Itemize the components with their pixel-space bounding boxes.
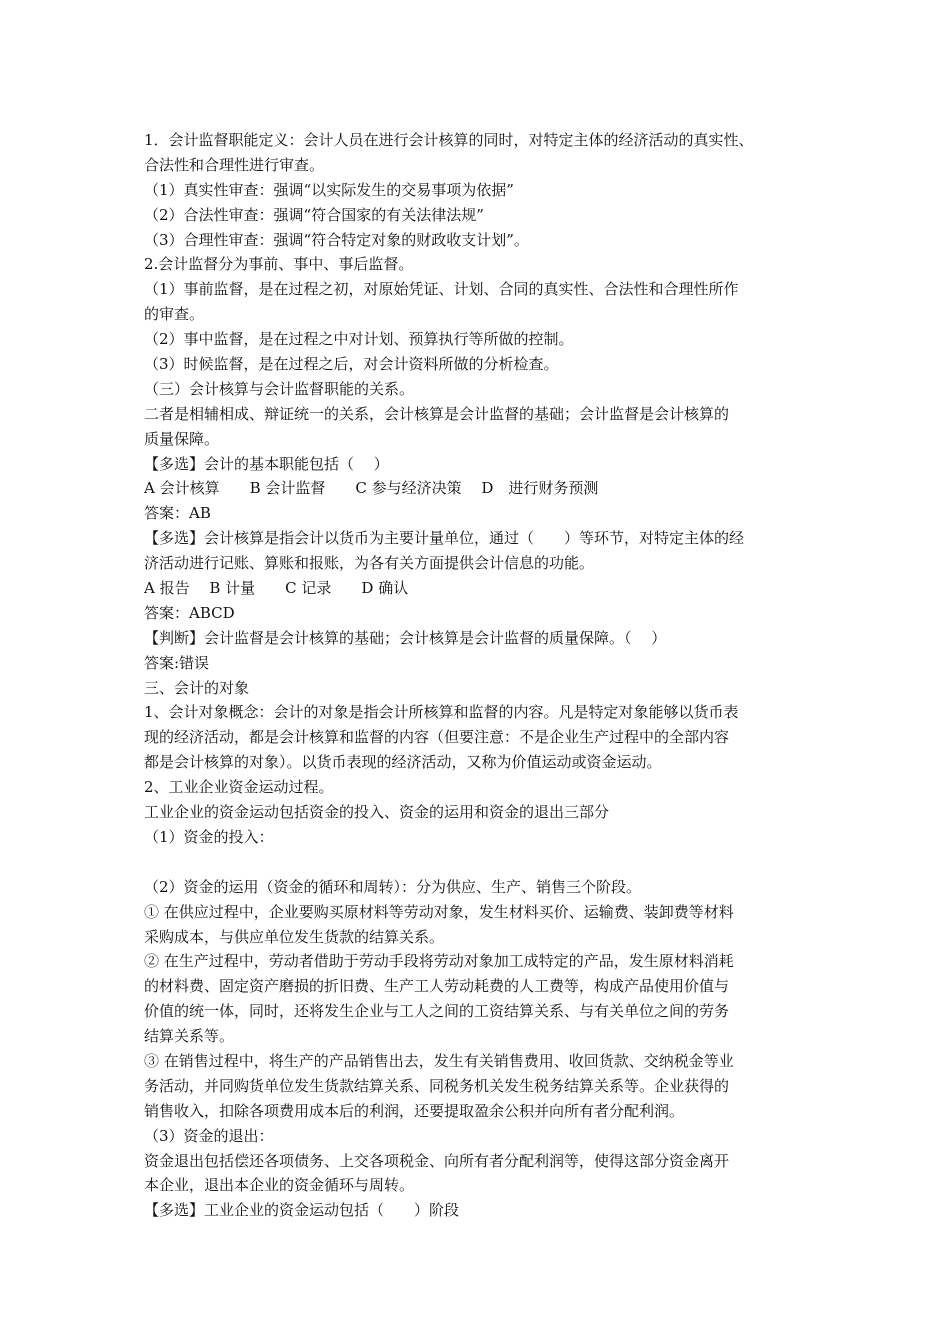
text-line: （1）事前监督，是在过程之初，对原始凭证、计划、合同的真实性、合法性和合理性所作 bbox=[144, 280, 739, 299]
text-line: 三、会计的对象 bbox=[144, 678, 250, 697]
text-line: （3）资金的退出： bbox=[144, 1126, 274, 1145]
text-line: 现的经济活动，都是会计核算和监督的内容（但要注意：不是企业生产过程中的全部内容 bbox=[144, 728, 730, 747]
document-page bbox=[144, 128, 812, 1223]
text-line: 资金退出包括偿还各项债务、上交各项税金、向所有者分配利润等，使得这部分资金离开 bbox=[144, 1151, 730, 1170]
text-line: 济活动进行记账、算账和报账，为各有关方面提供会计信息的功能。 bbox=[144, 554, 595, 573]
text-line: 【多选】会计的基本职能包括（ ） bbox=[144, 454, 389, 473]
text-line: 答案:错误 bbox=[144, 653, 210, 672]
text-line: 答案：AB bbox=[144, 504, 211, 523]
text-line: A 报告 B 计量 C 记录 D 确认 bbox=[144, 579, 409, 598]
text-line: A 会计核算 B 会计监督 C 参与经济决策 D 进行财务预测 bbox=[144, 479, 599, 498]
text-line: （2）事中监督，是在过程之中对计划、预算执行等所做的控制。 bbox=[144, 330, 574, 349]
text-line: 【判断】会计监督是会计核算的基础；会计核算是会计监督的质量保障。（ ） bbox=[144, 628, 667, 647]
text-line: 合法性和合理性进行审查。 bbox=[144, 155, 325, 174]
text-line: ② 在生产过程中，劳动者借助于劳动手段将劳动对象加工成特定的产品，发生原材料消耗 bbox=[144, 952, 734, 971]
text-line: 结算关系等。 bbox=[144, 1027, 235, 1046]
text-line: ③ 在销售过程中，将生产的产品销售出去，发生有关销售费用、收回货款、交纳税金等业 bbox=[144, 1051, 734, 1070]
text-line: 的材料费、固定资产磨损的折旧费、生产工人劳动耗费的人工费等，构成产品使用价值与 bbox=[144, 977, 730, 996]
text-line: （1）真实性审查：强调“以实际发生的交易事项为依据” bbox=[144, 180, 514, 199]
text-line: 答案：ABCD bbox=[144, 603, 235, 622]
text-line: 销售收入，扣除各项费用成本后的利润，还要提取盈余公积并向所有者分配利润。 bbox=[144, 1101, 685, 1120]
text-line: 工业企业的资金运动包括资金的投入、资金的运用和资金的退出三部分 bbox=[144, 803, 610, 822]
text-line: 1．会计监督职能定义：会计人员在进行会计核算的同时，对特定主体的经济活动的真实性、 bbox=[144, 131, 754, 149]
text-line: （2）资金的运用（资金的循环和周转）：分为供应、生产、销售三个阶段。 bbox=[144, 877, 642, 896]
text-line: 都是会计核算的对象）。以货币表现的经济活动，又称为价值运动或资金运动。 bbox=[144, 753, 662, 772]
text-line: 【多选】工业企业的资金运动包括（ ）阶段 bbox=[144, 1201, 460, 1220]
text-line: 采购成本，与供应单位发生货款的结算关系。 bbox=[144, 927, 445, 946]
text-line: 质量保障。 bbox=[144, 429, 220, 448]
text-line: 务活动，并同购货单位发生货款结算关系、同税务机关发生税务结算关系等。企业获得的 bbox=[144, 1076, 730, 1095]
text-line: 二者是相辅相成、辩证统一的关系，会计核算是会计监督的基础；会计监督是会计核算的 bbox=[144, 404, 730, 423]
text-line: （3）时候监督，是在过程之后，对会计资料所做的分析检查。 bbox=[144, 355, 559, 374]
text-line: （3）合理性审查：强调“符合特定对象的财政收支计划”。 bbox=[144, 230, 529, 249]
text-line: 1、会计对象概念：会计的对象是指会计所核算和监督的内容。凡是特定对象能够以货币表 bbox=[144, 703, 739, 722]
blank-line bbox=[144, 850, 812, 875]
text-line: （1）资金的投入： bbox=[144, 827, 274, 846]
text-line: 价值的统一体，同时，还将发生企业与工人之间的工资结算关系、与有关单位之间的劳务 bbox=[144, 1002, 730, 1021]
text-line: 2.会计监督分为事前、事中、事后监督。 bbox=[144, 255, 414, 274]
text-line: （2）合法性审查：强调“符合国家的有关法律法规” bbox=[144, 205, 484, 224]
text-line: 【多选】会计核算是指会计以货币为主要计量单位，通过（ ）等环节，对特定主体的经 bbox=[144, 529, 745, 548]
text-line: 2、工业企业资金运动过程。 bbox=[144, 778, 334, 797]
text-line: （三）会计核算与会计监督职能的关系。 bbox=[144, 379, 415, 398]
text-line: ① 在供应过程中，企业要购买原材料等劳动对象，发生材料买价、运输费、装卸费等材料 bbox=[144, 902, 734, 921]
text-line: 本企业，退出本企业的资金循环与周转。 bbox=[144, 1176, 415, 1195]
text-line: 的审查。 bbox=[144, 305, 205, 324]
